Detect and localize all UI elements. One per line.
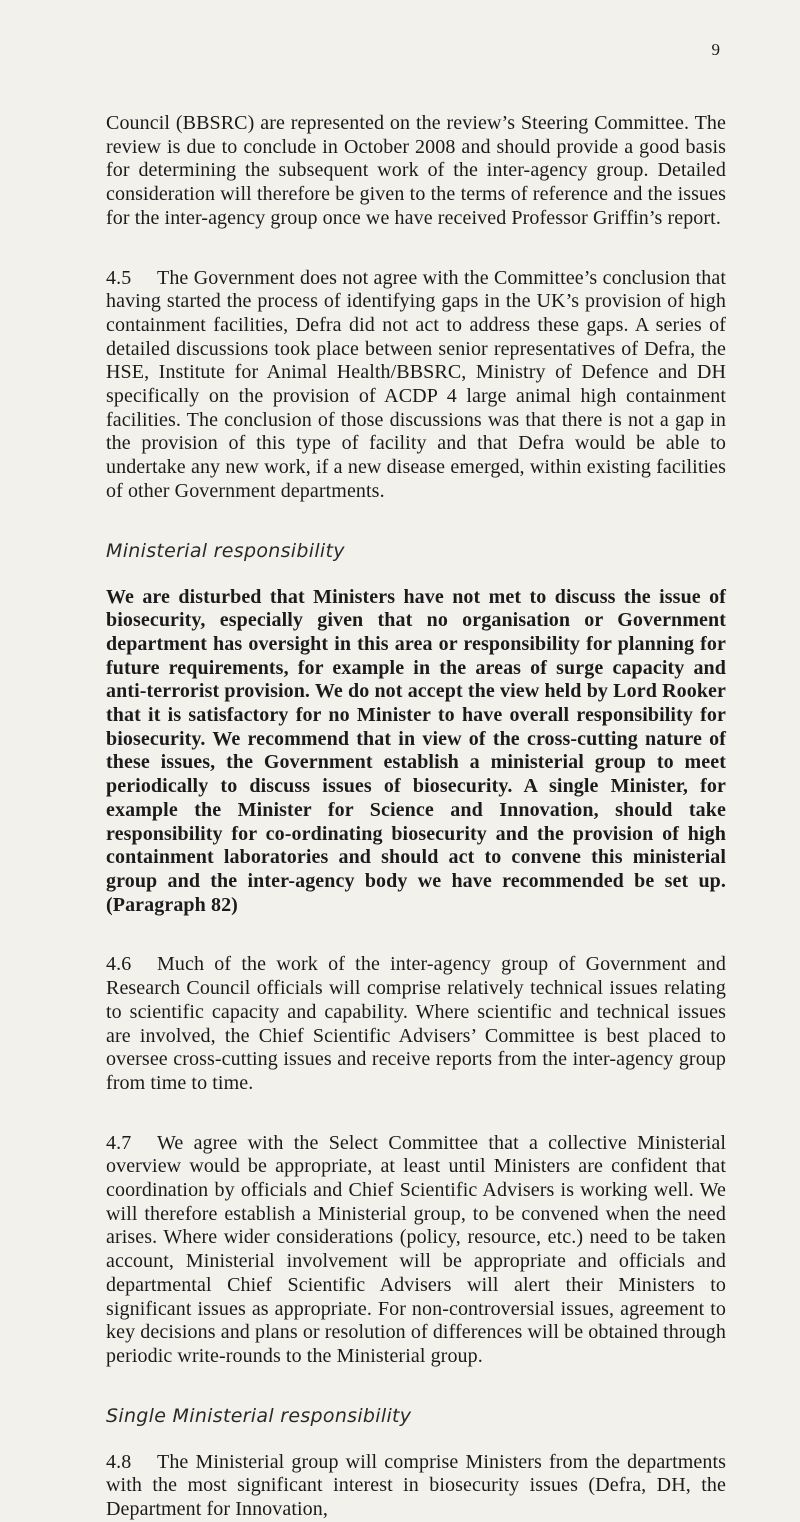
document-body xyxy=(106,112,726,1522)
paragraph-text: The Government does not agree with the Committee’s conclusion that having started the process of identifying gaps in the UK’s provision of high containment facilities, Defra did not act to address these gaps. A series of detailed discussions took place between senior representatives of Defra, the HSE, Institute for Animal Health/BBSRC, Ministry of Defence and DH specifically on the provision of ACDP 4 large animal high containment facilities. The conclusion of those discussions was that there is not a gap in the provision of this type of facility and that Defra would be able to undertake any new work, if a new disease emerged, within existing facilities of other Government departments. xyxy=(106,266,726,502)
paragraph-text: We agree with the Select Committee that a collective Ministerial overview would be appropriate, at least until Ministers are confident that coordination by officials and Chief Scientific Advisers is working well. We will therefore establish a Ministerial group, to be convened when the need arises. Where wider considerations (policy, resource, etc.) need to be taken account, Ministerial involvement will be appropriate and officials and departmental Chief Scientific Advisers will alert their Ministers to significant issues as appropriate. For non-controversial issues, agreement to key decisions and plans or resolution of differences will be obtained through periodic write-rounds to the Ministerial group. xyxy=(106,1131,726,1367)
paragraph-number: 4.7 xyxy=(106,1131,132,1154)
paragraph-number: 4.8 xyxy=(106,1450,132,1473)
paragraph-4-7 xyxy=(106,1132,726,1369)
paragraph-4-5 xyxy=(106,267,726,504)
committee-recommendation: We are disturbed that Ministers have not met to discuss the issue of biosecurity, especially given that no organisation or Government department has oversight in this area or responsibility for planning for future requirements, for example in the areas of surge capacity and anti-terrorist provision. We do not accept the view held by Lord Rooker that it is satisfactory for no Minister to have overall responsibility for biosecurity. We recommend that in view of the cross-cutting nature of these issues, the Government establish a ministerial group to meet periodically to discuss issues of biosecurity. A single Minister, for example the Minister for Science and Innovation, should take responsibility for co-ordinating biosecurity and the provision of high containment laboratories and should act to convene this ministerial group and the inter-agency body we have recommended be set up. (Paragraph 82) xyxy=(106,585,726,916)
paragraph-intro: Council (BBSRC) are represented on the review’s Steering Committee. The review is due to conclude in October 2008 and should provide a good basis for determining the subsequent work of the inter-agency group. Detailed consideration will therefore be given to the terms of reference and the issues for the inter-agency group once we have received Professor Griffin’s report. xyxy=(106,112,726,229)
paragraph-text: The Ministerial group will comprise Ministers from the departments with the most significant interest in biosecurity issues (Defra, DH, the Department for Innovation, xyxy=(106,1450,726,1521)
paragraph-4-6 xyxy=(106,953,726,1095)
paragraph-number: 4.5 xyxy=(106,266,132,289)
section-heading-ministerial-responsibility: Ministerial responsibility xyxy=(106,539,345,562)
paragraph-4-8 xyxy=(106,1451,726,1522)
section-heading-single-ministerial-responsibility: Single Ministerial responsibility xyxy=(106,1404,412,1427)
paragraph-number: 4.6 xyxy=(106,953,132,976)
paragraph-text: Much of the work of the inter-agency group of Government and Research Council officials will comprise relatively technical issues relating to scientific capacity and capability. Where scientific and technical issues are involved, the Chief Scientific Advisers’ Committee is best placed to oversee cross-cutting issues and receive reports from the inter-agency group from time to time. xyxy=(106,953,726,1094)
page-number: 9 xyxy=(711,40,720,59)
